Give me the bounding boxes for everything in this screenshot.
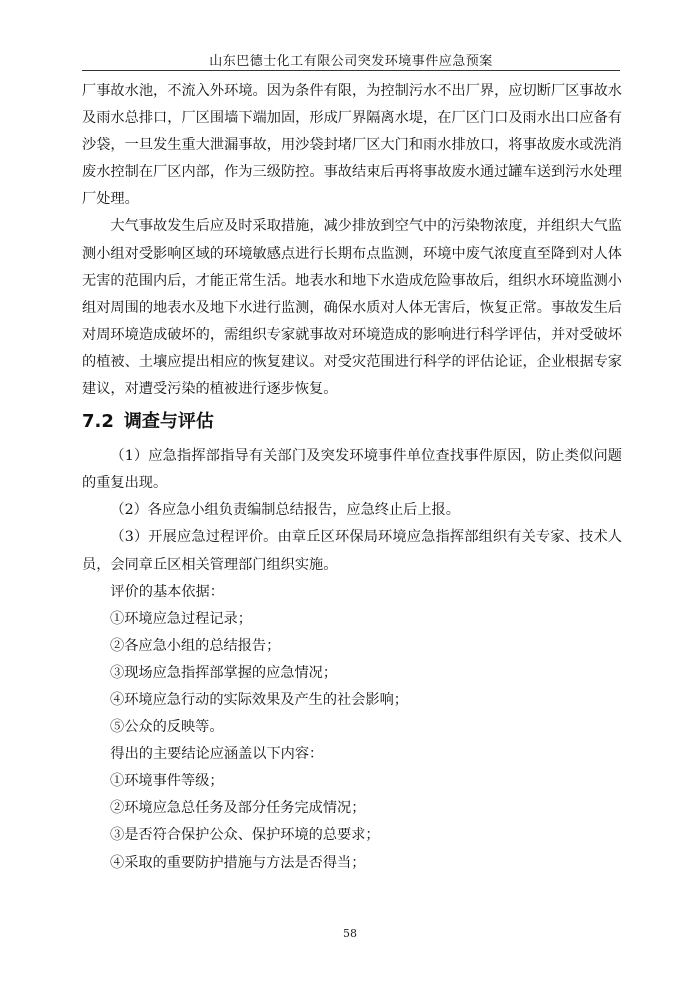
list-item: ⑤公众的反映等。 [110, 719, 224, 736]
page-number: 58 [343, 927, 357, 940]
list-item: ①环境应急过程记录； [110, 610, 252, 627]
paragraph-item-3: （3）开展应急过程评价。由章丘区环保局环境应急指挥部组织有关专家、技术人员，会同章丘区相关管理部门组织实施。 [82, 529, 622, 573]
conclusions-intro: 得出的主要结论应涵盖以下内容： [110, 746, 324, 763]
paragraph-continued: 厂事故水池，不流入外环境。因为条件有限，为控制污水不出厂界，应切断厂区事故水及雨水总排口，厂区围墙下端加固，形成厂界隔离水堤，在厂区门口及雨水出口应备有沙袋，一旦发生重大泄漏事故，用沙袋封堵厂区大门和雨水排放口，将事故废水或洗消废水控制在厂区内部，作为三级防控。事故结束后再将事故废水通过罐车送到污水处理厂处理。 [82, 83, 622, 208]
running-header: 山东巴德士化工有限公司突发环境事件应急预案 [209, 54, 493, 69]
list-item: ③是否符合保护公众、保护环境的总要求； [110, 827, 380, 844]
list-item: ②环境应急总任务及部分任务完成情况； [110, 800, 366, 817]
section-number: 7.2 [82, 411, 114, 433]
header-rule [82, 70, 620, 71]
list-item: ②各应急小组的总结报告； [110, 637, 281, 654]
paragraph-item-1: （1）应急指挥部指导有关部门及突发环境事件单位查找事件原因，防止类似问题的重复出现。 [82, 448, 622, 492]
paragraph-item-2: （2）各应急小组负责编制总结报告，应急终止后上报。 [110, 502, 460, 519]
section-heading [82, 407, 622, 437]
section-title: 调查与评估 [123, 411, 214, 433]
list-item: ③现场应急指挥部掌握的应急情况； [110, 664, 338, 681]
paragraph-air-water-recovery: 大气事故发生后应及时采取措施，减少排放到空气中的污染物浓度，并组织大气监测小组对受影响区域的环境敏感点进行长期布点监测，环境中废气浓度直至降到对人体无害的范围内后，才能正常生活。地表水和地下水造成危险事故后，组织水环境监测小组对周围的地表水及地下水进行监测，确保水质对人体无害后，恢复正常。事故发生后对周环境造成破坏的，需组织专家就事故对环境造成的影响进行科学评估，并对受破坏的植被、土壤应提出相应的恢复建议。对受灾范围进行科学的评估论证，企业根据专家建议，对遭受污染的植被进行逐步恢复。 [82, 218, 622, 398]
list-item: ①环境事件等级； [110, 773, 224, 790]
page-body [82, 78, 622, 877]
list-item: ④环境应急行动的实际效果及产生的社会影响； [110, 691, 408, 708]
list-item: ④采取的重要防护措施与方法是否得当； [110, 854, 366, 871]
basis-intro: 评价的基本依据： [110, 583, 224, 600]
